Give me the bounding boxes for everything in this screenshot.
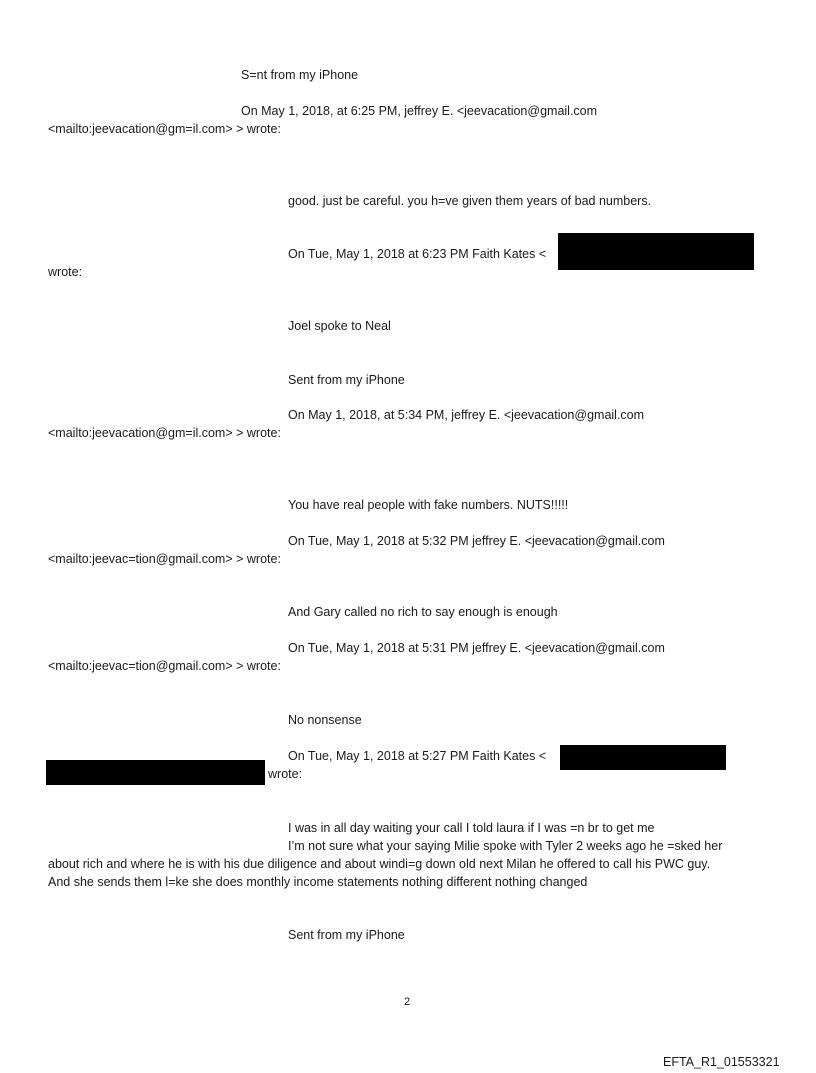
message-joel: Joel spoke to Neal [288,319,391,333]
reply-header-5: On Tue, May 1, 2018 at 5:31 PM jeffrey E. <jeevacation@gmail.com [288,641,665,655]
message-milie-line2: about rich and where he is with his due diligence and about windi=g down old next Milan he offered to call his PWC guy. [48,857,711,871]
reply-header-1-mailto: <mailto:jeevacation@gm=il.com> > wrote: [48,122,281,136]
message-no-nonsense: No nonsense [288,713,362,727]
reply-header-4-mailto: <mailto:jeevac=tion@gmail.com> > wrote: [48,552,281,566]
page-number: 2 [404,996,411,1008]
reply-header-6: On Tue, May 1, 2018 at 5:27 PM Faith Kates < [288,749,547,763]
message-gary: And Gary called no rich to say enough is enough [288,605,558,619]
redaction-box-email-3 [46,760,265,785]
redaction-box-email-1 [558,233,754,270]
message-waiting-call: I was in all day waiting your call I told laura if I was =n br to get me [288,821,655,835]
message-milie-line1: I’m not sure what your saying Milie spoke with Tyler 2 weeks ago he =sked her [288,839,723,853]
redaction-box-email-2 [560,745,726,770]
sent-from-iphone-1: S=nt from my iPhone [241,68,359,82]
reply-header-2: On Tue, May 1, 2018 at 6:23 PM Faith Kates < [288,247,547,261]
reply-header-3-mailto: <mailto:jeevacation@gm=il.com> > wrote: [48,426,281,440]
message-good: good. just be careful. you h=ve given them years of bad numbers. [288,194,652,208]
reply-header-5-mailto: <mailto:jeevac=tion@gmail.com> > wrote: [48,659,281,673]
reply-header-1: On May 1, 2018, at 6:25 PM, jeffrey E. <jeevacation@gmail.com [241,104,598,118]
document-id: EFTA_R1_01553321 [663,1055,780,1069]
reply-header-6-wrote: wrote: [268,767,303,781]
sent-from-iphone-2: Sent from my iPhone [288,373,405,387]
message-milie-line3: And she sends them l=ke she does monthly income statements nothing different nothing changed [48,875,588,889]
sent-from-iphone-3: Sent from my iPhone [288,928,405,942]
message-nuts: You have real people with fake numbers. NUTS!!!!! [288,498,569,512]
reply-header-3: On May 1, 2018, at 5:34 PM, jeffrey E. <jeevacation@gmail.com [288,408,645,422]
reply-header-4: On Tue, May 1, 2018 at 5:32 PM jeffrey E. <jeevacation@gmail.com [288,534,665,548]
reply-header-2-wrote: wrote: [48,265,83,279]
